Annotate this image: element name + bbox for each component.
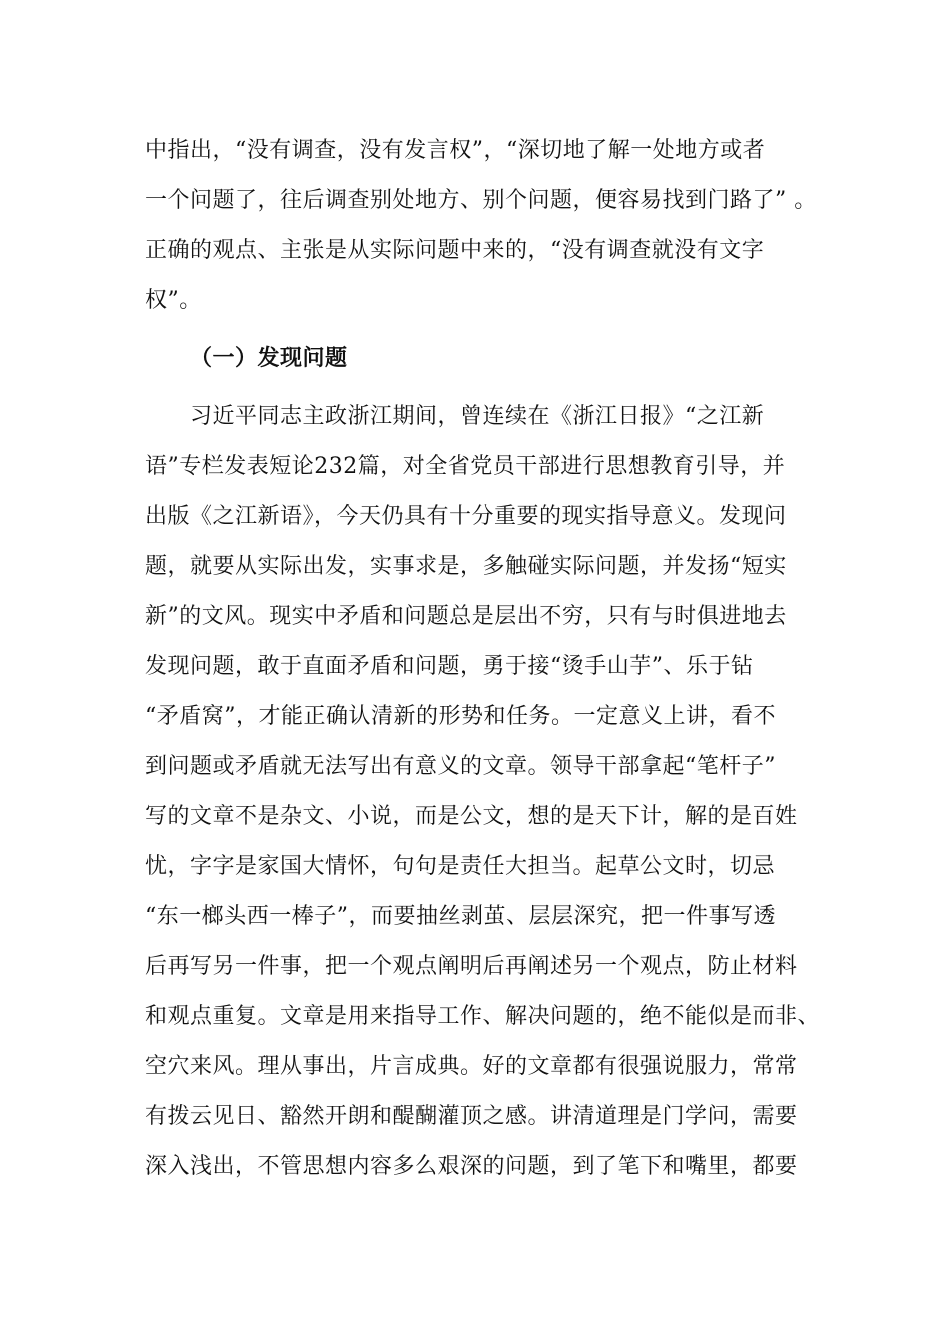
body-line-7: “矛盾窝”，才能正确认清新的形势和任务。一定意义上讲，看不 [145, 704, 776, 729]
body-line-9: 写的文章不是杂文、小说，而是公文，想的是天下计，解的是百姓 [145, 804, 798, 829]
body-line-2: 语”专栏发表短论232篇，对全省党员干部进行思想教育引导，并 [145, 454, 786, 479]
body-line-4: 题，就要从实际出发，实事求是，多触碰实际问题，并发扬“短实 [145, 554, 787, 579]
intro-line-3: 正确的观点、主张是从实际问题中来的，“没有调查就没有文字 [145, 238, 765, 263]
body-line-3: 出版《之江新语》，今天仍具有十分重要的现实指导意义。发现问 [145, 504, 787, 529]
intro-line-2: 一个问题了，往后调查别处地方、别个问题，便容易找到门路了” 。 [145, 188, 817, 213]
body-line-11: “东一榔头西一棒子”，而要抽丝剥茧、层层深究，把一件事写透 [145, 904, 776, 929]
body-line-10: 忧，字字是家国大情怀，句句是责任大担当。起草公文时，切忌 [145, 854, 776, 879]
body-line-15: 有拨云见日、豁然开朗和醍醐灌顶之感。讲清道理是门学问，需要 [145, 1104, 798, 1129]
body-line-12: 后再写另一件事，把一个观点阐明后再阐述另一个观点，防止材料 [145, 954, 798, 979]
body-line-8: 到问题或矛盾就无法写出有意义的文章。领导干部拿起“笔杆子” [145, 754, 776, 779]
body-line-6: 发现问题，敢于直面矛盾和问题，勇于接“烫手山芋”、乐于钻 [145, 654, 754, 679]
body-line-1: 习近平同志主政浙江期间，曾连续在《浙江日报》“之江新 [190, 404, 765, 429]
intro-line-1: 中指出，“没有调查，没有发言权”，“深切地了解一处地方或者 [145, 138, 766, 163]
body-line-14: 空穴来风。理从事出，片言成典。好的文章都有很强说服力，常常 [145, 1054, 798, 1079]
intro-line-4: 权”。 [145, 288, 202, 313]
body-line-16: 深入浅出，不管思想内容多么艰深的问题，到了笔下和嘴里，都要 [145, 1154, 798, 1179]
body-line-5: 新”的文风。现实中矛盾和问题总是层出不穷，只有与时俱进地去 [145, 604, 787, 629]
section-heading: （一）发现问题 [190, 346, 348, 371]
body-line-13: 和观点重复。文章是用来指导工作、解决问题的，绝不能似是而非、 [145, 1004, 821, 1029]
